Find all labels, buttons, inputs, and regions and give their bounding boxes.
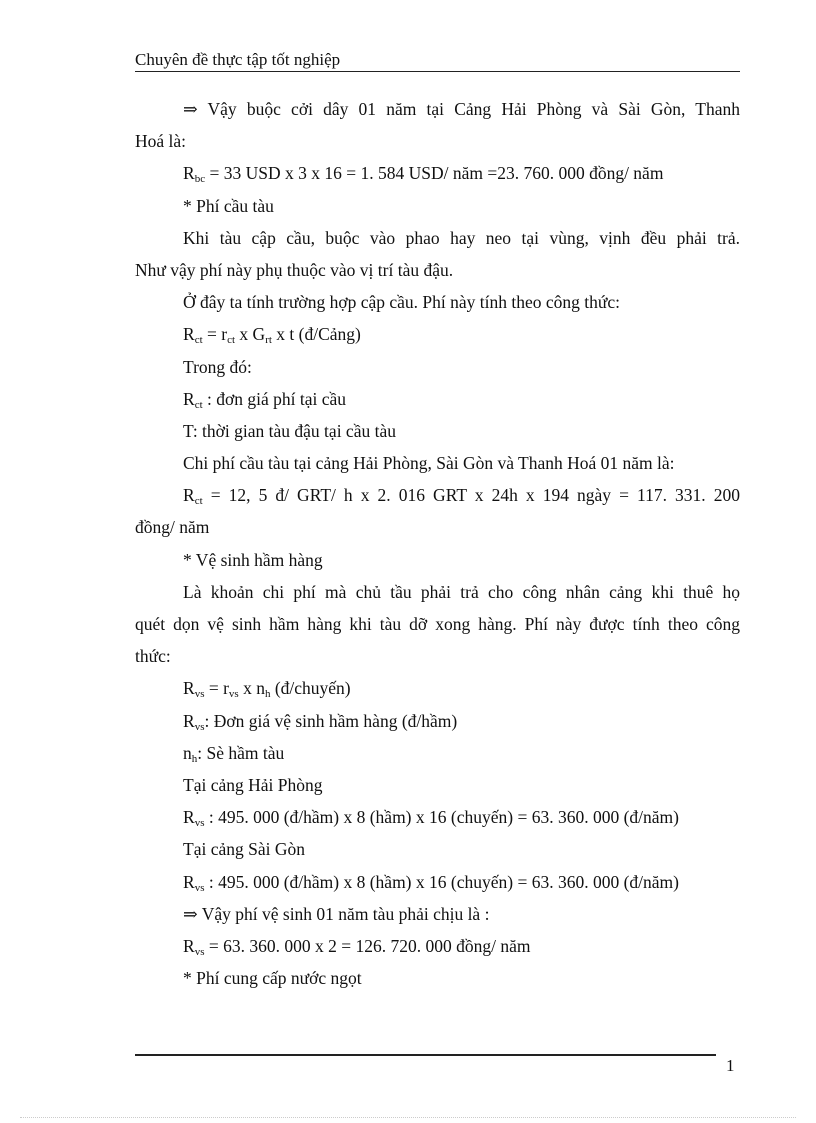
paragraph-line: ⇒ Vậy phí vệ sinh 01 năm tàu phải chịu là : — [183, 903, 490, 924]
formula-rvs: $R_{vs} = r_{vs}$ x $n_h$ (đ/chuyến) — [183, 678, 351, 701]
paragraph-line: ⇒ Vậy buộc cởi dây 01 năm tại Cảng Hải Phòng và Sài Gòn, Thanh — [183, 99, 740, 119]
paragraph-line: Hoá là: — [135, 131, 187, 152]
page-header — [135, 49, 740, 72]
formula-rvs-total: $R_{vs} = 63$. 360. 000 x 2 = 126. 720. 000 đồng/ năm — [183, 935, 531, 958]
definition-line: $R_{vs}$: Đơn giá vệ sinh hầm hàng (đ/hầm) — [183, 710, 458, 733]
definition-line: $n_h$: Sè hầm tàu — [183, 742, 285, 765]
section-heading: * Vệ sinh hầm hàng — [183, 549, 323, 570]
paragraph-line: đồng/ năm — [135, 517, 210, 538]
paragraph-line: Khi tàu cập cầu, buộc vào phao hay neo tại vùng, vịnh đều phải trả. — [183, 227, 740, 248]
formula-rct: $R_{ct} = r_{ct}$ x $G_{rt}$ x t (đ/Cảng) — [183, 324, 361, 347]
paragraph-line: quét dọn vệ sinh hầm hàng khi tàu dỡ xong hàng. Phí này được tính theo công — [135, 614, 740, 634]
formula-rvs-haiphong: $R_{vs}$ : 495. 000 (đ/hầm) x 8 (hầm) x 16 (chuyến) = 63. 360. 000 (đ/năm) — [183, 807, 679, 830]
paragraph-line: Là khoản chi phí mà chủ tầu phải trả cho công nhân cảng khi thuê họ — [183, 581, 740, 602]
section-heading: * Phí cung cấp nước ngọt — [183, 968, 362, 989]
definition-line: T: thời gian tàu đậu tại cầu tàu — [183, 420, 396, 441]
paragraph-line: Chi phí cầu tàu tại cảng Hải Phòng, Sài Gòn và Thanh Hoá 01 năm là: — [183, 453, 675, 474]
formula-rvs-saigon: $R_{vs}$ : 495. 000 (đ/hầm) x 8 (hầm) x 16 (chuyến) = 63. 360. 000 (đ/năm) — [183, 871, 679, 894]
paragraph-line: thức: — [135, 646, 171, 667]
paragraph-line: Trong đó: — [183, 356, 252, 377]
header-title: Chuyên đề thực tập tốt nghiệp — [135, 50, 341, 69]
paragraph-line: Tại cảng Sài Gòn — [183, 839, 305, 860]
footer-rule — [135, 1054, 716, 1056]
paragraph-line: Như vậy phí này phụ thuộc vào vị trí tàu đậu. — [135, 259, 454, 280]
section-heading: * Phí cầu tàu — [183, 195, 274, 216]
paragraph-line: Ở đây ta tính trường hợp cập cầu. Phí này tính theo công thức: — [183, 292, 620, 313]
formula-rbc: $R_{bc} = 33$ USD x 3 x 16 = 1. 584 USD/ năm =23. 760. 000 đồng/ năm — [183, 163, 664, 186]
page-edge-divider — [20, 1117, 796, 1118]
document-body — [135, 93, 740, 994]
formula-rct-value: $R_{ct} = 12$, 5 đ/ GRT/ h x 2. 016 GRT x 24h x 194 ngày = 117. 331. 200 — [183, 485, 740, 508]
definition-line: $R_{ct}$ : đơn giá phí tại cầu — [183, 388, 347, 411]
paragraph-line: Tại cảng Hải Phòng — [183, 774, 323, 795]
page-number: 1 — [726, 1056, 735, 1075]
